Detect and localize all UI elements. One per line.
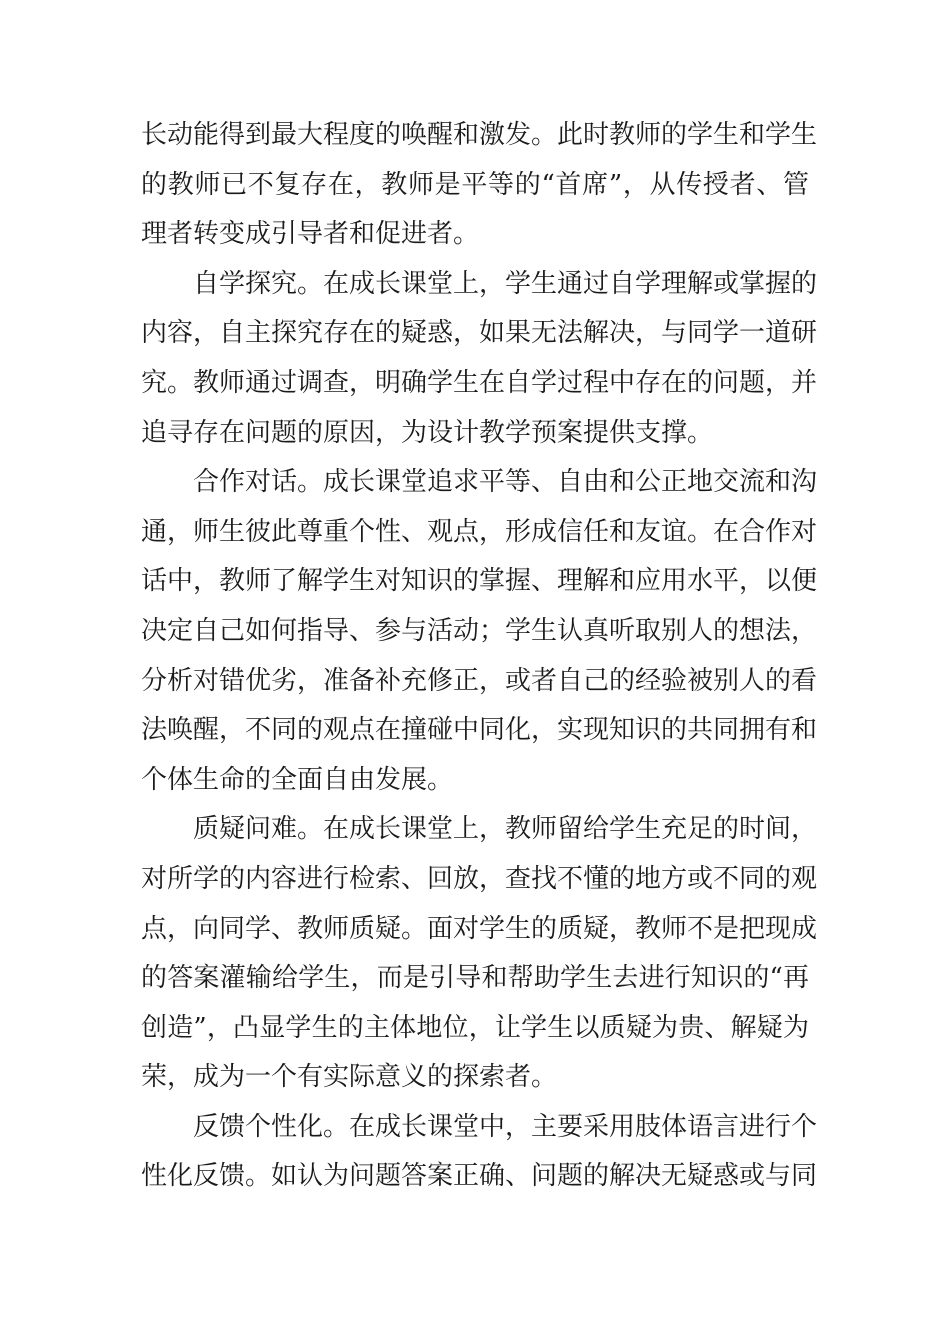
- text-line: 通，师生彼此尊重个性、观点，形成信任和友谊。在合作对: [141, 516, 818, 547]
- text-line: 理者转变成引导者和促进者。: [141, 219, 480, 250]
- text-line: 对所学的内容进行检索、回放，查找不懂的地方或不同的观: [141, 863, 818, 894]
- paragraph-questioning: [141, 805, 818, 1103]
- text-line: 长动能得到最大程度的唤醒和激发。此时教师的学生和学生: [141, 120, 818, 150]
- text-line: 荣，成为一个有实际意义的探索者。: [141, 1062, 558, 1093]
- text-line: 的答案灌输给学生，而是引导和帮助学生去进行知识的“再: [141, 963, 809, 994]
- text-line: 内容，自主探究存在的疑惑，如果无法解决，与同学一道研: [141, 318, 818, 349]
- text-line: 法唤醒，不同的观点在撞碰中同化，实现知识的共同拥有和: [141, 715, 818, 746]
- document-body: [141, 111, 818, 1202]
- text-line: 分析对错优劣，准备补充修正，或者自己的经验被别人的看: [141, 665, 818, 696]
- paragraph-self-study: [141, 260, 818, 458]
- paragraph-feedback: [141, 1103, 818, 1202]
- text-line: 点，向同学、教师质疑。面对学生的质疑，教师不是把现成: [141, 913, 818, 944]
- text-line: 追寻存在问题的原因，为设计教学预案提供支撑。: [141, 417, 714, 448]
- text-line: 决定自己如何指导、参与活动；学生认真听取别人的想法，: [141, 615, 818, 646]
- text-line: 个体生命的全面自由发展。: [141, 764, 454, 795]
- text-line: 合作对话。成长课堂追求平等、自由和公正地交流和沟: [193, 467, 818, 498]
- text-line: 的教师已不复存在，教师是平等的“首席”，从传授者、管: [141, 169, 809, 200]
- text-line: 话中，教师了解学生对知识的掌握、理解和应用水平，以便: [141, 566, 818, 597]
- text-line: 质疑问难。在成长课堂上，教师留给学生充足的时间，: [193, 814, 818, 845]
- text-line: 究。教师通过调查，明确学生在自学过程中存在的问题，并: [141, 367, 818, 398]
- paragraph-continuation: [141, 111, 818, 260]
- text-line: 反馈个性化。在成长课堂中，主要采用肢体语言进行个: [193, 1111, 818, 1142]
- text-line: 创造”，凸显学生的主体地位，让学生以质疑为贵、解疑为: [141, 1012, 809, 1043]
- text-line: 自学探究。在成长课堂上，学生通过自学理解或掌握的: [193, 268, 818, 299]
- text-line: 性化反馈。如认为问题答案正确、问题的解决无疑惑或与同: [141, 1161, 818, 1192]
- paragraph-cooperative-dialogue: [141, 458, 818, 805]
